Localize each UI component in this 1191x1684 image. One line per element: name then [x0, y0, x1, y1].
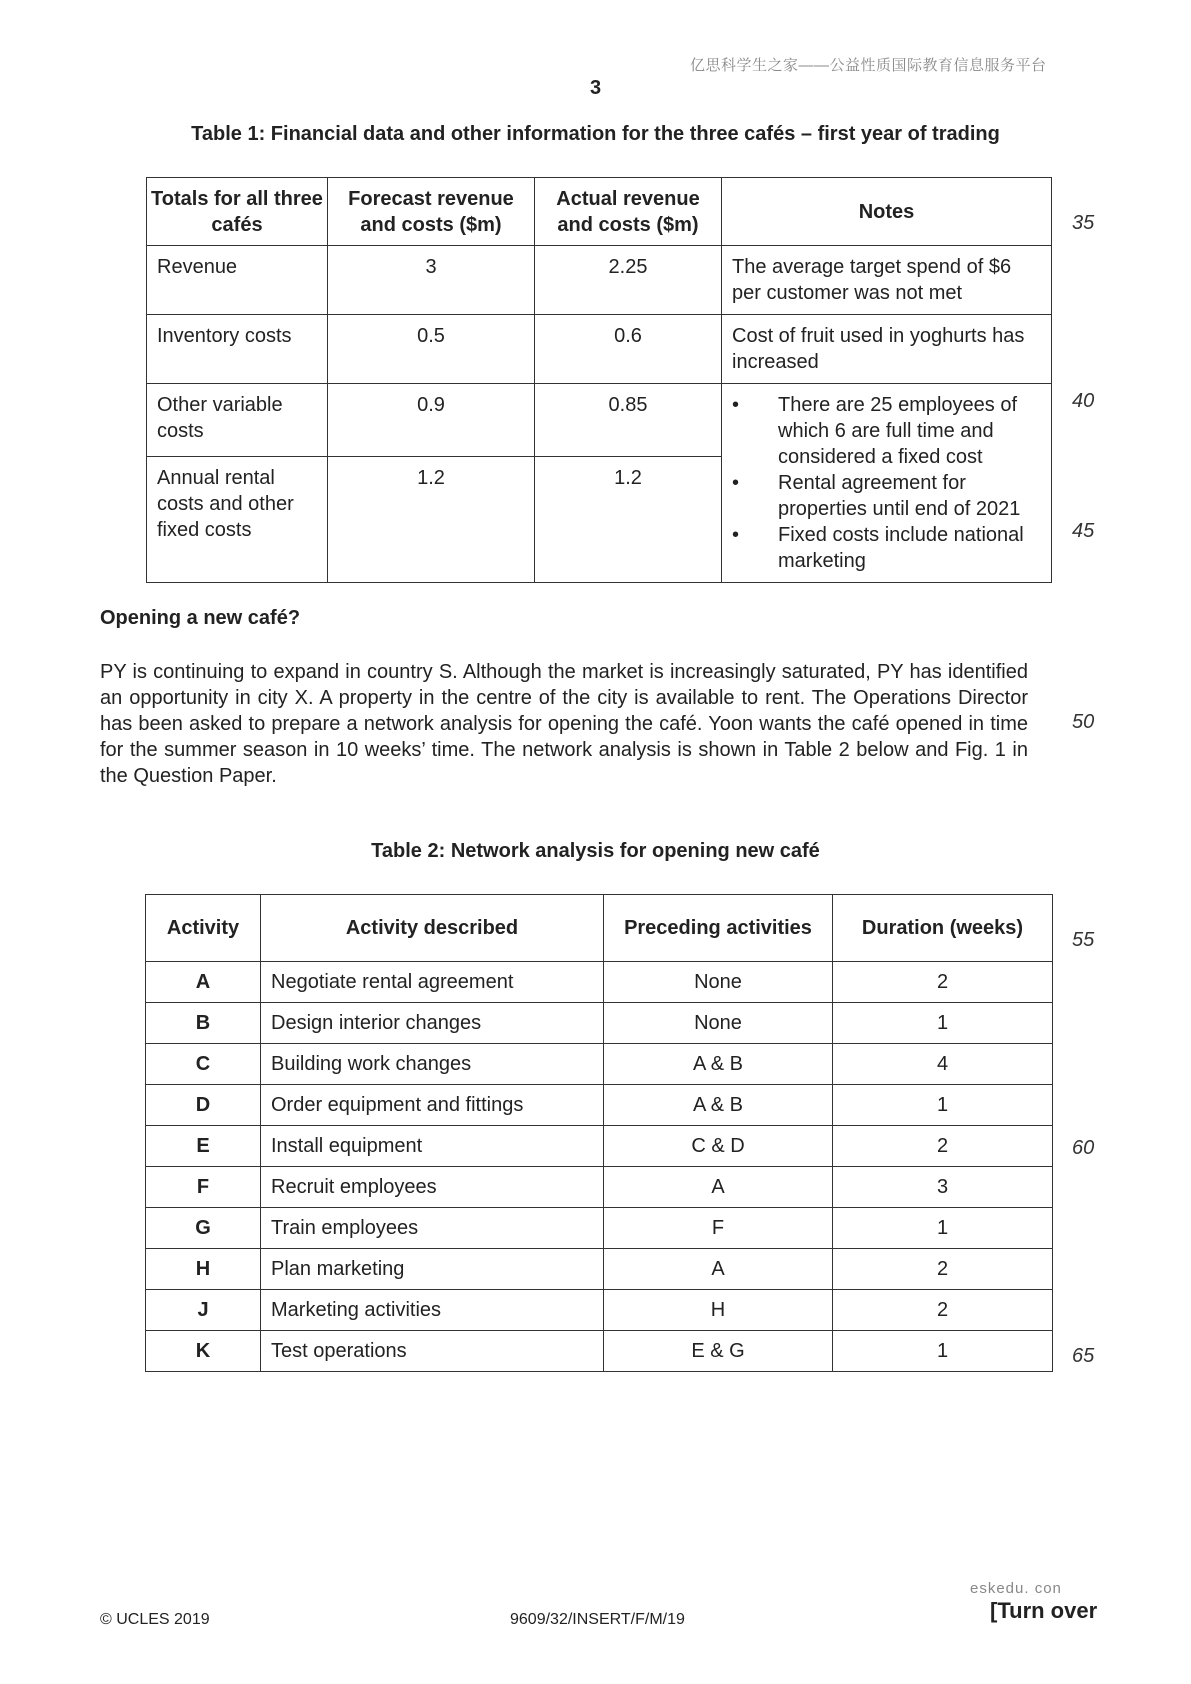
- table2-description: Order equipment and fittings: [261, 1085, 604, 1126]
- table2-duration: 1: [833, 1085, 1053, 1126]
- table2-duration: 2: [833, 1290, 1053, 1331]
- table2-preceding: H: [604, 1290, 833, 1331]
- table1-header-forecast: Forecast revenue and costs ($m): [328, 178, 535, 246]
- table1-item: Annual rental costs and other fixed costs: [147, 457, 328, 583]
- table-row: [146, 1208, 1053, 1249]
- table2-duration: 3: [833, 1167, 1053, 1208]
- site-watermark: eskedu. con: [970, 1580, 1062, 1597]
- table1-actual: 0.6: [535, 315, 722, 384]
- table2-preceding: None: [604, 962, 833, 1003]
- table1-forecast: 0.9: [328, 384, 535, 457]
- list-item: • Fixed costs include national marketing: [732, 522, 1041, 574]
- section-paragraph: PY is continuing to expand in country S. Although the market is increasingly saturated, PY has identified an opportunity in city X. A property in the centre of the city is available to rent. The Operations Director has been asked to prepare a network analysis for opening the café. Yoon wants the café opened in time for the summer season in 10 weeks’ time. The network analysis is shown in Table 2 below and Fig. 1 in the Question Paper.: [100, 661, 1028, 787]
- table1-actual: 0.85: [535, 384, 722, 457]
- table-row: [146, 1249, 1053, 1290]
- table2-activity: D: [146, 1085, 261, 1126]
- table2-duration: 2: [833, 962, 1053, 1003]
- table2-activity: C: [146, 1044, 261, 1085]
- table2-preceding: F: [604, 1208, 833, 1249]
- table1-note: Cost of fruit used in yoghurts has increased: [722, 315, 1052, 384]
- table-row: [147, 315, 1052, 384]
- table-row: [146, 1003, 1053, 1044]
- table-row: [147, 384, 1052, 457]
- list-item: • There are 25 employees of which 6 are full time and considered a fixed cost: [732, 392, 1041, 470]
- table2-activity: F: [146, 1167, 261, 1208]
- line-number: 50: [1072, 711, 1095, 733]
- table2-header-activity: Activity: [146, 895, 261, 962]
- table1-item: Other variable costs: [147, 384, 328, 457]
- table2-activity: H: [146, 1249, 261, 1290]
- table2-preceding: A & B: [604, 1044, 833, 1085]
- table2-preceding: E & G: [604, 1331, 833, 1372]
- table2-preceding: None: [604, 1003, 833, 1044]
- table2-caption: Table 2: Network analysis for opening new café: [371, 840, 820, 862]
- table2-activity: K: [146, 1331, 261, 1372]
- table-row: [147, 246, 1052, 315]
- table2-activity: E: [146, 1126, 261, 1167]
- table2-header-description: Activity described: [261, 895, 604, 962]
- table2-description: Test operations: [261, 1331, 604, 1372]
- table1-header-item: Totals for all three cafés: [147, 178, 328, 246]
- table2-preceding: A: [604, 1249, 833, 1290]
- turn-over-label: [Turn over: [990, 1598, 1098, 1623]
- table1-bullet-notes: [722, 384, 1052, 583]
- table2-activity: B: [146, 1003, 261, 1044]
- table2-description: Marketing activities: [261, 1290, 604, 1331]
- watermark-text: 亿思科学生之家——公益性质国际教育信息服务平台: [690, 57, 1047, 74]
- table2-description: Negotiate rental agreement: [261, 962, 604, 1003]
- table1-header-actual: Actual revenue and costs ($m): [535, 178, 722, 246]
- table2-preceding: C & D: [604, 1126, 833, 1167]
- table-row: [146, 1044, 1053, 1085]
- table2-preceding: A & B: [604, 1085, 833, 1126]
- table2-description: Install equipment: [261, 1126, 604, 1167]
- table1-actual: 2.25: [535, 246, 722, 315]
- table2-header-duration: Duration (weeks): [833, 895, 1053, 962]
- table2-activity: A: [146, 962, 261, 1003]
- table2-description: Plan marketing: [261, 1249, 604, 1290]
- section-heading: Opening a new café?: [100, 607, 301, 629]
- table-row: [146, 1290, 1053, 1331]
- table1-actual: 1.2: [535, 457, 722, 583]
- table1-forecast: 0.5: [328, 315, 535, 384]
- table2-duration: 4: [833, 1044, 1053, 1085]
- line-number: 65: [1072, 1345, 1095, 1367]
- table2-duration: 1: [833, 1208, 1053, 1249]
- line-number: 55: [1072, 929, 1095, 951]
- table1-caption: Table 1: Financial data and other information for the three cafés – first year of trading: [191, 123, 1000, 145]
- line-number: 45: [1072, 520, 1095, 542]
- table-row: [146, 1331, 1053, 1372]
- table-row: [146, 962, 1053, 1003]
- table2-description: Recruit employees: [261, 1167, 604, 1208]
- table1-forecast: 1.2: [328, 457, 535, 583]
- table2-description: Design interior changes: [261, 1003, 604, 1044]
- line-number: 60: [1072, 1137, 1095, 1159]
- table2-duration: 2: [833, 1126, 1053, 1167]
- line-number: 40: [1072, 390, 1095, 412]
- table1-financial-data: [146, 177, 1052, 583]
- copyright-text: © UCLES 2019: [100, 1611, 210, 1628]
- table1-header-notes: Notes: [722, 178, 1052, 246]
- table1-item: Revenue: [147, 246, 328, 315]
- table2-preceding: A: [604, 1167, 833, 1208]
- table-row: [146, 1167, 1053, 1208]
- table2-activity: G: [146, 1208, 261, 1249]
- line-number: 35: [1072, 212, 1095, 234]
- table1-forecast: 3: [328, 246, 535, 315]
- table-row: [146, 1085, 1053, 1126]
- table2-description: Train employees: [261, 1208, 604, 1249]
- table1-item: Inventory costs: [147, 315, 328, 384]
- table1-note: The average target spend of $6 per customer was not met: [722, 246, 1052, 315]
- table-row: [146, 1126, 1053, 1167]
- table2-description: Building work changes: [261, 1044, 604, 1085]
- table2-duration: 1: [833, 1003, 1053, 1044]
- page-number: 3: [589, 77, 602, 99]
- list-item: • Rental agreement for properties until end of 2021: [732, 470, 1041, 522]
- table2-duration: 1: [833, 1331, 1053, 1372]
- table2-duration: 2: [833, 1249, 1053, 1290]
- table2-network-analysis: [145, 894, 1053, 1372]
- table2-header-preceding: Preceding activities: [604, 895, 833, 962]
- table2-activity: J: [146, 1290, 261, 1331]
- paper-code: 9609/32/INSERT/F/M/19: [510, 1611, 685, 1628]
